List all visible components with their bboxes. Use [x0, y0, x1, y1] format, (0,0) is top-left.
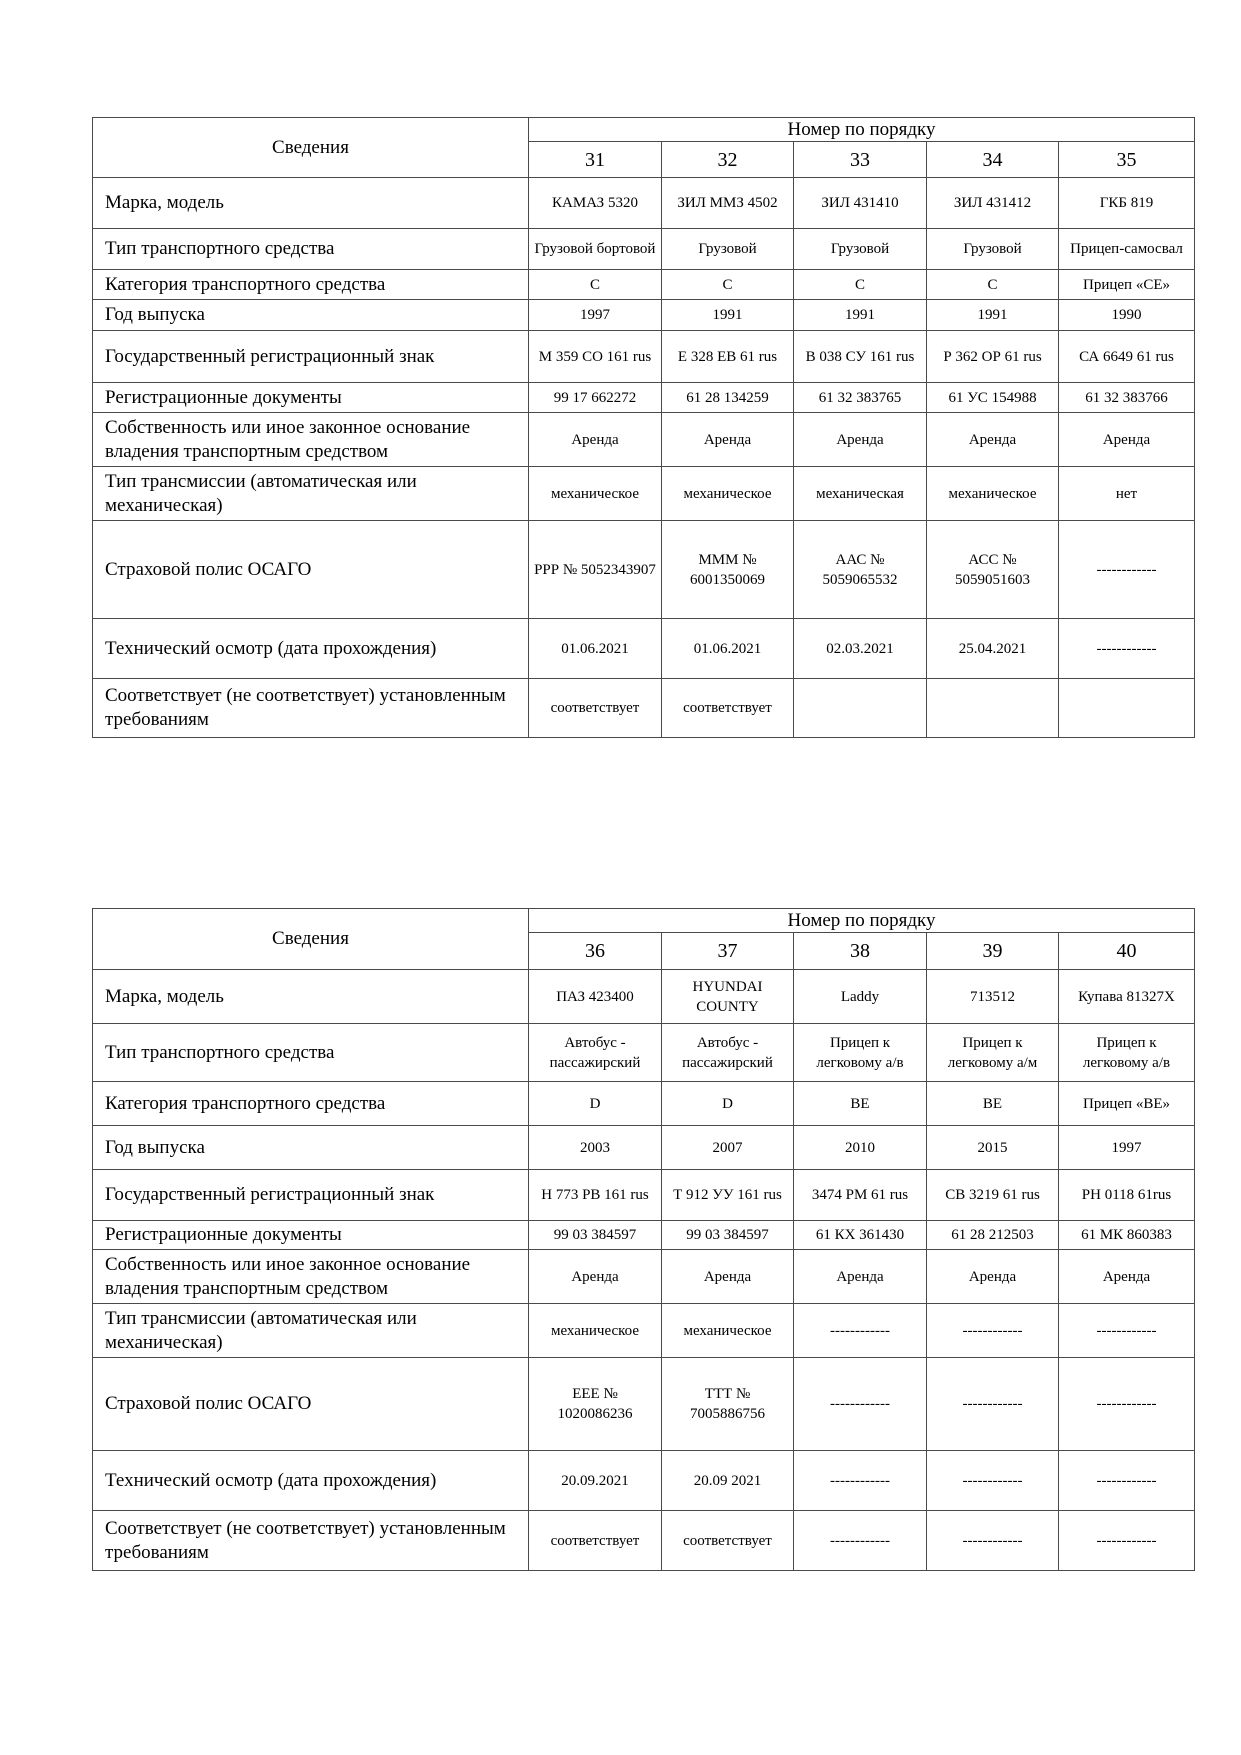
row-label: Соответствует (не соответствует) установленным требованиям: [93, 1511, 529, 1571]
table-cell: ПАЗ 423400: [529, 970, 662, 1024]
table-cell: HYUNDAI COUNTY: [662, 970, 794, 1024]
table-cell: механическое: [662, 467, 794, 521]
table-cell: 61 28 134259: [662, 383, 794, 413]
table-cell: ------------: [1059, 1451, 1195, 1511]
table-cell: ААС № 5059065532: [794, 521, 927, 619]
table-cell: 1997: [529, 300, 662, 331]
table-row: [93, 1304, 1195, 1358]
table-row: [93, 1511, 1195, 1571]
table-row: [93, 970, 1195, 1024]
table-cell: 20.09 2021: [662, 1451, 794, 1511]
table-cell: Аренда: [1059, 1250, 1195, 1304]
column-number: 34: [927, 142, 1059, 178]
table-cell: D: [529, 1082, 662, 1126]
table-cell: ------------: [1059, 1511, 1195, 1571]
table-row: [93, 1221, 1195, 1250]
row-label: Год выпуска: [93, 1126, 529, 1170]
table-cell: соответствует: [529, 679, 662, 738]
table-cell: РН 0118 61rus: [1059, 1170, 1195, 1221]
table-cell: Грузовой: [662, 229, 794, 270]
table-cell: соответствует: [529, 1511, 662, 1571]
table-cell: ТТТ № 7005886756: [662, 1358, 794, 1451]
table-row: [93, 270, 1195, 300]
table-cell: АСС № 5059051603: [927, 521, 1059, 619]
table-cell: Аренда: [794, 413, 927, 467]
table-cell: 1991: [662, 300, 794, 331]
table-row: [93, 229, 1195, 270]
row-label: Соответствует (не соответствует) установленным требованиям: [93, 679, 529, 738]
row-label: Государственный регистрационный знак: [93, 1170, 529, 1221]
table-cell: механическое: [927, 467, 1059, 521]
table-cell: ------------: [794, 1511, 927, 1571]
table-cell: Прицеп к легковому а/в: [794, 1024, 927, 1082]
table-cell: [1059, 679, 1195, 738]
header-row: [93, 118, 1195, 142]
table-cell: 20.09.2021: [529, 1451, 662, 1511]
table-cell: Автобус - пассажирский: [662, 1024, 794, 1082]
table-row: [93, 331, 1195, 383]
table-cell: Прицеп «ВЕ»: [1059, 1082, 1195, 1126]
column-number: 36: [529, 933, 662, 970]
table-cell: Аренда: [662, 1250, 794, 1304]
table-cell: ------------: [927, 1511, 1059, 1571]
table-cell: ------------: [927, 1451, 1059, 1511]
table-cell: ЗИЛ ММЗ 4502: [662, 178, 794, 229]
column-number: 32: [662, 142, 794, 178]
table-cell: ------------: [1059, 1304, 1195, 1358]
table-row: [93, 300, 1195, 331]
column-number: 39: [927, 933, 1059, 970]
table-cell: 2015: [927, 1126, 1059, 1170]
row-label: Марка, модель: [93, 970, 529, 1024]
table-cell: Грузовой бортовой: [529, 229, 662, 270]
header-label: Сведения: [93, 118, 529, 178]
table-cell: 1997: [1059, 1126, 1195, 1170]
table-cell: Аренда: [927, 1250, 1059, 1304]
table-cell: РРР № 5052343907: [529, 521, 662, 619]
table-row: [93, 1451, 1195, 1511]
table-cell: Аренда: [529, 1250, 662, 1304]
table-cell: 713512: [927, 970, 1059, 1024]
table-cell: Прицеп к легковому а/в: [1059, 1024, 1195, 1082]
table-row: [93, 679, 1195, 738]
table-cell: соответствует: [662, 1511, 794, 1571]
table-cell: Аренда: [1059, 413, 1195, 467]
table-cell: ------------: [794, 1304, 927, 1358]
table-cell: 61 32 383766: [1059, 383, 1195, 413]
row-label: Тип трансмиссии (автоматическая или механическая): [93, 467, 529, 521]
table-row: [93, 467, 1195, 521]
table-cell: 61 32 383765: [794, 383, 927, 413]
row-label: Технический осмотр (дата прохождения): [93, 619, 529, 679]
table-cell: Грузовой: [927, 229, 1059, 270]
table-cell: 61 28 212503: [927, 1221, 1059, 1250]
table-cell: 2007: [662, 1126, 794, 1170]
table-cell: нет: [1059, 467, 1195, 521]
table-cell: 25.04.2021: [927, 619, 1059, 679]
table-row: [93, 178, 1195, 229]
table-cell: Грузовой: [794, 229, 927, 270]
table-cell: МММ № 6001350069: [662, 521, 794, 619]
column-number: 40: [1059, 933, 1195, 970]
row-label: Тип транспортного средства: [93, 1024, 529, 1082]
table-cell: 01.06.2021: [529, 619, 662, 679]
vehicle-table-2: [92, 908, 1195, 1571]
table-cell: Аренда: [927, 413, 1059, 467]
table-cell: соответствует: [662, 679, 794, 738]
table-cell: ЕЕЕ № 1020086236: [529, 1358, 662, 1451]
row-label: Категория транспортного средства: [93, 1082, 529, 1126]
table-cell: Т 912 УУ 161 rus: [662, 1170, 794, 1221]
table-row: [93, 1170, 1195, 1221]
table-cell: С: [662, 270, 794, 300]
row-label: Тип транспортного средства: [93, 229, 529, 270]
table-row: [93, 1082, 1195, 1126]
table-row: [93, 1024, 1195, 1082]
table-cell: [927, 679, 1059, 738]
table-cell: С: [529, 270, 662, 300]
table-cell: ЗИЛ 431412: [927, 178, 1059, 229]
table-cell: СВ 3219 61 rus: [927, 1170, 1059, 1221]
vehicle-table-1: [92, 117, 1195, 738]
table-row: [93, 521, 1195, 619]
table-cell: 1990: [1059, 300, 1195, 331]
row-label: Регистрационные документы: [93, 383, 529, 413]
header-label: Сведения: [93, 909, 529, 970]
row-label: Тип трансмиссии (автоматическая или механическая): [93, 1304, 529, 1358]
table-cell: СА 6649 61 rus: [1059, 331, 1195, 383]
header-span-label: Номер по порядку: [529, 118, 1195, 142]
table-cell: Н 773 РВ 161 rus: [529, 1170, 662, 1221]
table-cell: механическое: [662, 1304, 794, 1358]
table-row: [93, 1250, 1195, 1304]
table-cell: М 359 СО 161 rus: [529, 331, 662, 383]
table-cell: механическое: [529, 1304, 662, 1358]
table-cell: 61 КХ 361430: [794, 1221, 927, 1250]
column-number: 37: [662, 933, 794, 970]
table-cell: механическое: [529, 467, 662, 521]
table-cell: 2010: [794, 1126, 927, 1170]
table-cell: Прицеп к легковому а/м: [927, 1024, 1059, 1082]
table-cell: 61 УС 154988: [927, 383, 1059, 413]
table-cell: ------------: [1059, 619, 1195, 679]
table-cell: механическая: [794, 467, 927, 521]
table-cell: ------------: [1059, 1358, 1195, 1451]
table-cell: Купава 81327Х: [1059, 970, 1195, 1024]
table-cell: ------------: [794, 1358, 927, 1451]
table-cell: Аренда: [662, 413, 794, 467]
table-cell: ГКБ 819: [1059, 178, 1195, 229]
row-label: Категория транспортного средства: [93, 270, 529, 300]
table-cell: 02.03.2021: [794, 619, 927, 679]
column-number: 33: [794, 142, 927, 178]
row-label: Марка, модель: [93, 178, 529, 229]
table-cell: Е 328 ЕВ 61 rus: [662, 331, 794, 383]
table-cell: 2003: [529, 1126, 662, 1170]
row-label: Страховой полис ОСАГО: [93, 521, 529, 619]
table-cell: ВЕ: [794, 1082, 927, 1126]
row-label: Государственный регистрационный знак: [93, 331, 529, 383]
table-cell: Р 362 ОР 61 rus: [927, 331, 1059, 383]
row-label: Собственность или иное законное основание владения транспортным средством: [93, 413, 529, 467]
table-cell: 99 03 384597: [662, 1221, 794, 1250]
table-cell: С: [794, 270, 927, 300]
table-cell: ------------: [1059, 521, 1195, 619]
table-cell: 99 17 662272: [529, 383, 662, 413]
table-row: [93, 413, 1195, 467]
table-row: [93, 1358, 1195, 1451]
table-cell: [794, 679, 927, 738]
table-cell: Laddy: [794, 970, 927, 1024]
table-cell: ------------: [927, 1358, 1059, 1451]
row-label: Страховой полис ОСАГО: [93, 1358, 529, 1451]
table-cell: 99 03 384597: [529, 1221, 662, 1250]
table-cell: В 038 СУ 161 rus: [794, 331, 927, 383]
table-cell: 61 МК 860383: [1059, 1221, 1195, 1250]
table-cell: Аренда: [529, 413, 662, 467]
row-label: Собственность или иное законное основание владения транспортным средством: [93, 1250, 529, 1304]
table-row: [93, 1126, 1195, 1170]
table-cell: ЗИЛ 431410: [794, 178, 927, 229]
table-row: [93, 619, 1195, 679]
table-cell: ВЕ: [927, 1082, 1059, 1126]
row-label: Технический осмотр (дата прохождения): [93, 1451, 529, 1511]
table-row: [93, 383, 1195, 413]
column-number: 35: [1059, 142, 1195, 178]
row-label: Год выпуска: [93, 300, 529, 331]
table-cell: Прицеп-самосвал: [1059, 229, 1195, 270]
table-cell: 1991: [927, 300, 1059, 331]
table-cell: 01.06.2021: [662, 619, 794, 679]
table-cell: D: [662, 1082, 794, 1126]
table-cell: 3474 РМ 61 rus: [794, 1170, 927, 1221]
header-span-label: Номер по порядку: [529, 909, 1195, 933]
table-cell: Автобус - пассажирский: [529, 1024, 662, 1082]
table-cell: Аренда: [794, 1250, 927, 1304]
table-cell: КАМАЗ 5320: [529, 178, 662, 229]
table-cell: 1991: [794, 300, 927, 331]
table-cell: ------------: [927, 1304, 1059, 1358]
table-cell: ------------: [794, 1451, 927, 1511]
table-cell: Прицеп «СЕ»: [1059, 270, 1195, 300]
table-cell: С: [927, 270, 1059, 300]
column-number: 38: [794, 933, 927, 970]
row-label: Регистрационные документы: [93, 1221, 529, 1250]
column-number: 31: [529, 142, 662, 178]
header-row: [93, 909, 1195, 933]
